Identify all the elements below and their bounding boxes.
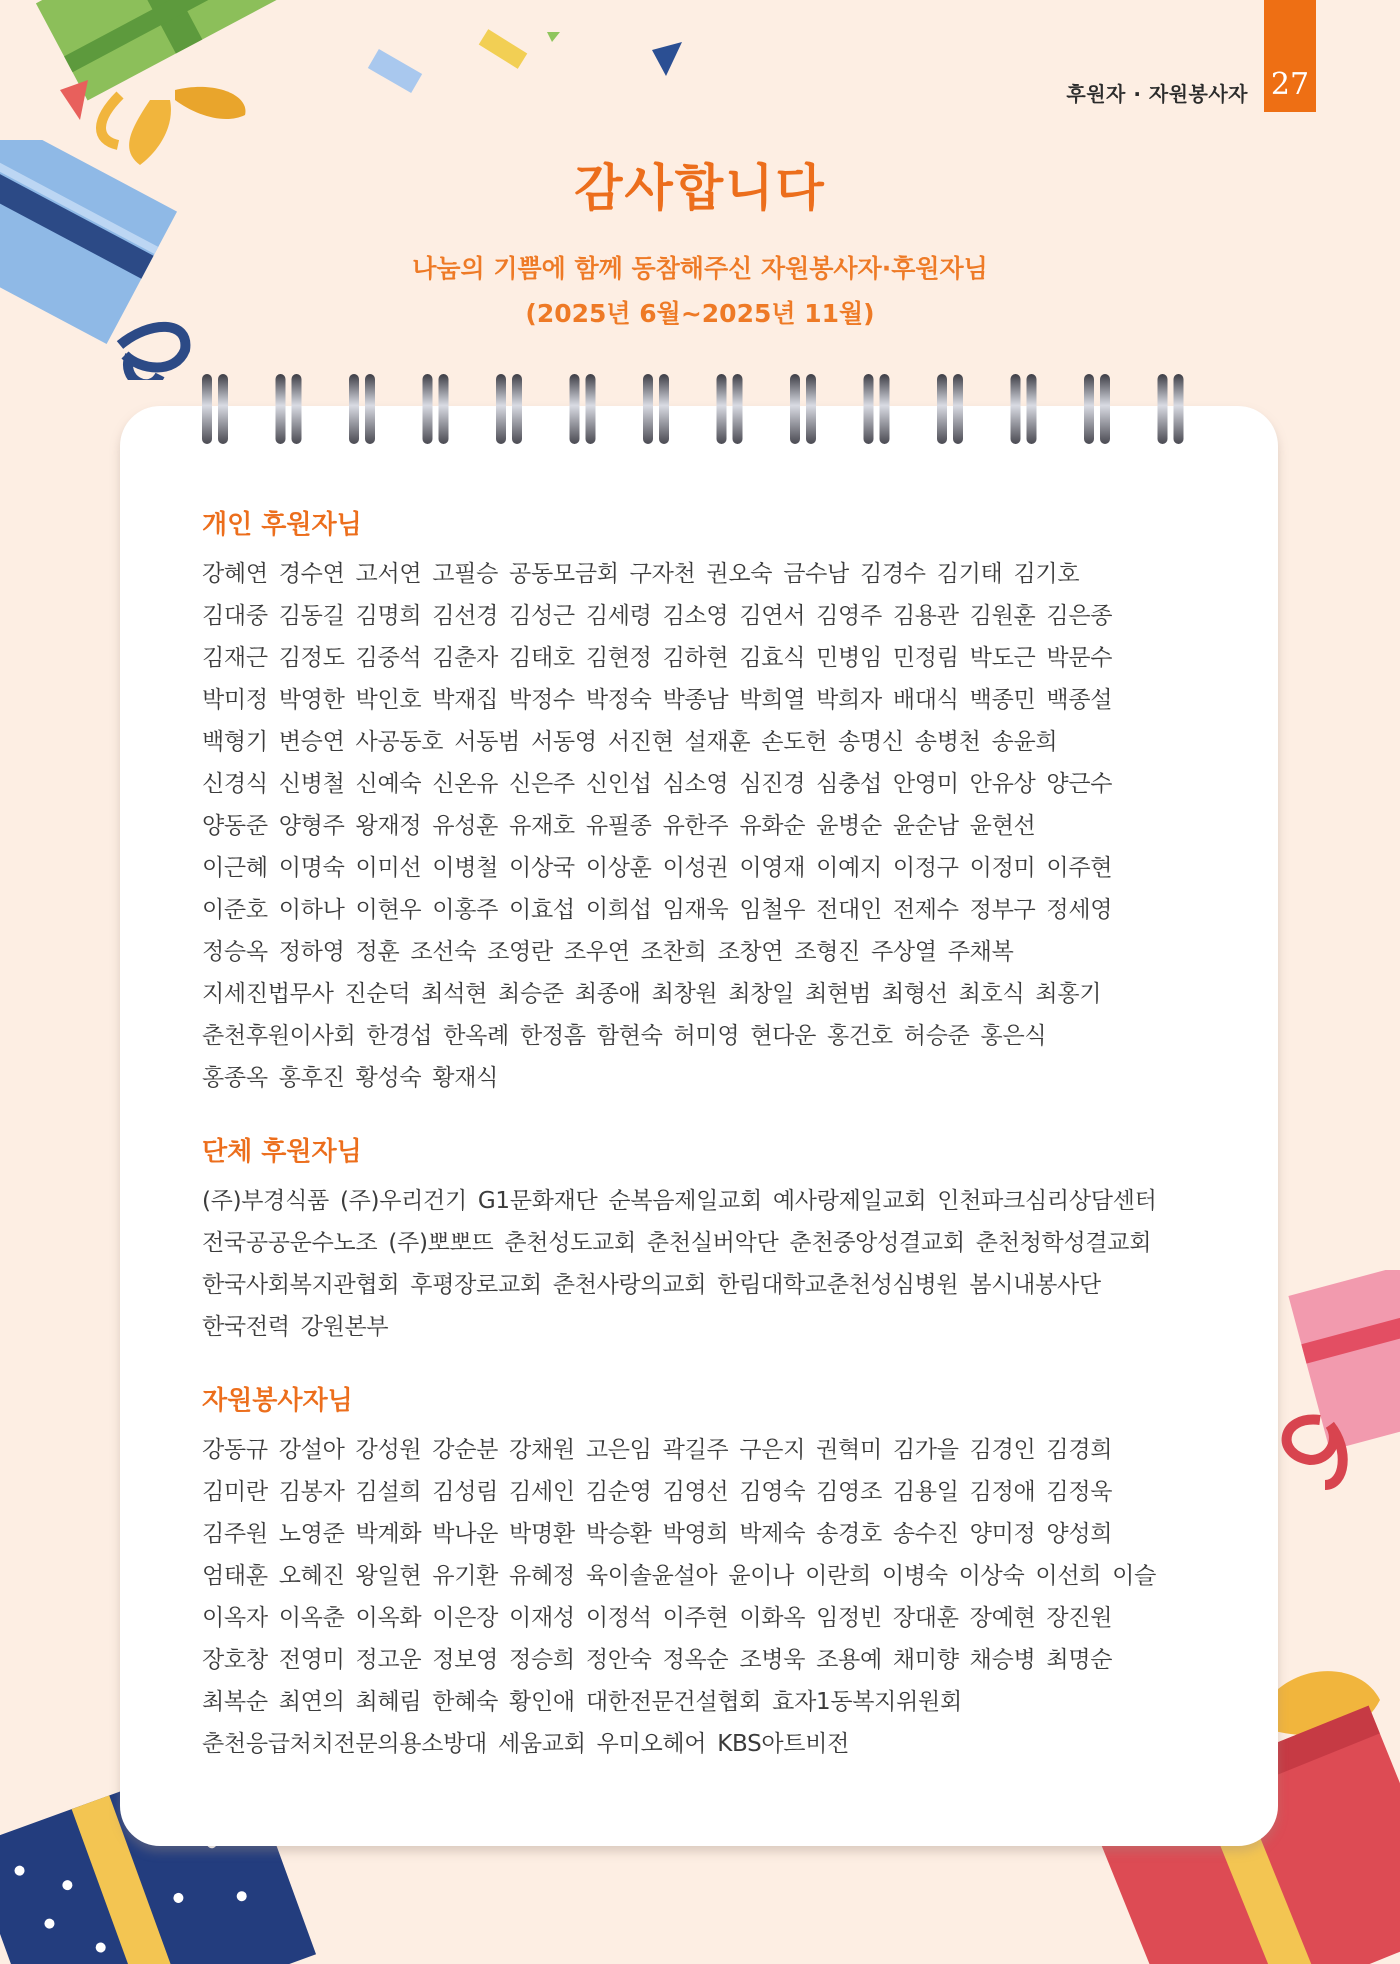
ring: [733, 374, 743, 444]
ring: [880, 374, 890, 444]
section-volunteers: [202, 1380, 1262, 1765]
page-number: 27: [1264, 0, 1316, 112]
confetti-decoration: [40, 20, 720, 140]
ring: [1084, 374, 1094, 444]
section-title: 단체 후원자님: [202, 1137, 362, 1167]
name-line: 김미란 김봉자 김설희 김성림 김세인 김순영 김영선 김영숙 김영조 김용일 김정애 김정욱: [202, 1479, 1113, 1505]
ring: [659, 374, 669, 444]
name-line: 홍종옥 홍후진 황성숙 황재식: [202, 1065, 499, 1091]
donor-list-content: [202, 504, 1262, 1765]
name-line: 지세진법무사 진순덕 최석현 최승준 최종애 최창원 최창일 최현범 최형선 최호식 최홍기: [202, 981, 1102, 1007]
name-line: 김대중 김동길 김명희 김선경 김성근 김세령 김소영 김연서 김영주 김용관 김원훈 김은종: [202, 603, 1113, 629]
ring: [953, 374, 963, 444]
page-subtitle: [0, 246, 1400, 336]
name-line: 최복순 최연의 최혜림 한혜숙 황인애 대한전문건설협회 효자1동복지위원회: [202, 1689, 962, 1715]
section-individual-donors: [202, 504, 1262, 1099]
ring: [570, 374, 580, 444]
section-label: 후원자 · 자원봉사자: [1066, 82, 1248, 106]
ring: [1174, 374, 1184, 444]
name-line: (주)부경식품 (주)우리건기 G1문화재단 순복음제일교회 예사랑제일교회 인천파크심리상담센터: [202, 1188, 1157, 1214]
spiral-binding-rings: [202, 372, 1202, 448]
name-line: 춘천후원이사회 한경섭 한옥례 한정흠 함현숙 허미영 현다운 홍건호 허승준 홍은식: [202, 1023, 1047, 1049]
ring: [937, 374, 947, 444]
subtitle-period: (2025년 6월~2025년 11월): [525, 299, 875, 328]
section-group-donors: [202, 1131, 1262, 1348]
ring: [864, 374, 874, 444]
name-line: 양동준 양형주 왕재정 유성훈 유재호 유필종 유한주 유화순 윤병순 윤순남 윤현선: [202, 813, 1036, 839]
ring: [586, 374, 596, 444]
name-line: 강동규 강설아 강성원 강순분 강채원 고은임 곽길주 구은지 권혁미 김가을 김경인 김경희: [202, 1437, 1113, 1463]
name-line: 강혜연 경수연 고서연 고필승 공동모금회 구자천 권오숙 금수남 김경수 김기태 김기호: [202, 561, 1080, 587]
ring: [349, 374, 359, 444]
ring: [439, 374, 449, 444]
name-line: 김재근 김정도 김중석 김춘자 김태호 김현정 김하현 김효식 민병임 민정림 박도근 박문수: [202, 645, 1113, 671]
name-line: 한국전력 강원본부: [202, 1314, 389, 1340]
ring: [202, 374, 212, 444]
name-line: 춘천응급처치전문의용소방대 세움교회 우미오헤어 KBS아트비전: [202, 1731, 850, 1757]
ring: [1100, 374, 1110, 444]
subtitle-line-1: 나눔의 기쁨에 함께 동참해주신 자원봉사자·후원자님: [412, 254, 988, 283]
name-line: 김주원 노영준 박계화 박나운 박명환 박승환 박영희 박제숙 송경호 송수진 양미정 양성희: [202, 1521, 1113, 1547]
ring: [276, 374, 286, 444]
name-line: 엄태훈 오혜진 왕일현 유기환 유혜정 육이솔윤설아 윤이나 이란희 이병숙 이상숙 이선희 이슬: [202, 1563, 1157, 1589]
ring: [1011, 374, 1021, 444]
ring: [365, 374, 375, 444]
name-line: 이준호 이하나 이현우 이홍주 이효섭 이희섭 임재욱 임철우 전대인 전제수 정부구 정세영: [202, 897, 1113, 923]
page-title: 감사합니다: [574, 159, 826, 217]
ring: [512, 374, 522, 444]
gift-pink-decoration: [1280, 1270, 1400, 1520]
ring: [790, 374, 800, 444]
ring: [218, 374, 228, 444]
name-line: 정승옥 정하영 정훈 조선숙 조영란 조우연 조찬희 조창연 조형진 주상열 주채복: [202, 939, 1014, 965]
name-line: 한국사회복지관협회 후평장로교회 춘천사랑의교회 한림대학교춘천성심병원 봄시내봉사단: [202, 1272, 1101, 1298]
section-title: 개인 후원자님: [202, 510, 362, 540]
ring: [496, 374, 506, 444]
ring: [292, 374, 302, 444]
name-line: 이근혜 이명숙 이미선 이병철 이상국 이상훈 이성권 이영재 이예지 이정구 이정미 이주현: [202, 855, 1113, 881]
ring: [806, 374, 816, 444]
ring: [643, 374, 653, 444]
name-line: 신경식 신병철 신예숙 신온유 신은주 신인섭 심소영 심진경 심충섭 안영미 안유상 양근수: [202, 771, 1113, 797]
ring: [1027, 374, 1037, 444]
ring: [423, 374, 433, 444]
name-line: 장호창 전영미 정고운 정보영 정승희 정안숙 정옥순 조병욱 조용예 채미향 채승병 최명순: [202, 1647, 1113, 1673]
name-line: 백형기 변승연 사공동호 서동범 서동영 서진현 설재훈 손도헌 송명신 송병천 송윤희: [202, 729, 1058, 755]
name-line: 박미정 박영한 박인호 박재집 박정수 박정숙 박종남 박희열 박희자 배대식 백종민 백종설: [202, 687, 1113, 713]
name-line: 전국공공운수노조 (주)뽀뽀뜨 춘천성도교회 춘천실버악단 춘천중앙성결교회 춘천청학성결교회: [202, 1230, 1152, 1256]
section-title: 자원봉사자님: [202, 1386, 353, 1416]
name-line: 이옥자 이옥춘 이옥화 이은장 이재성 이정석 이주현 이화옥 임정빈 장대훈 장예현 장진원: [202, 1605, 1113, 1631]
ring: [1158, 374, 1168, 444]
ring: [717, 374, 727, 444]
